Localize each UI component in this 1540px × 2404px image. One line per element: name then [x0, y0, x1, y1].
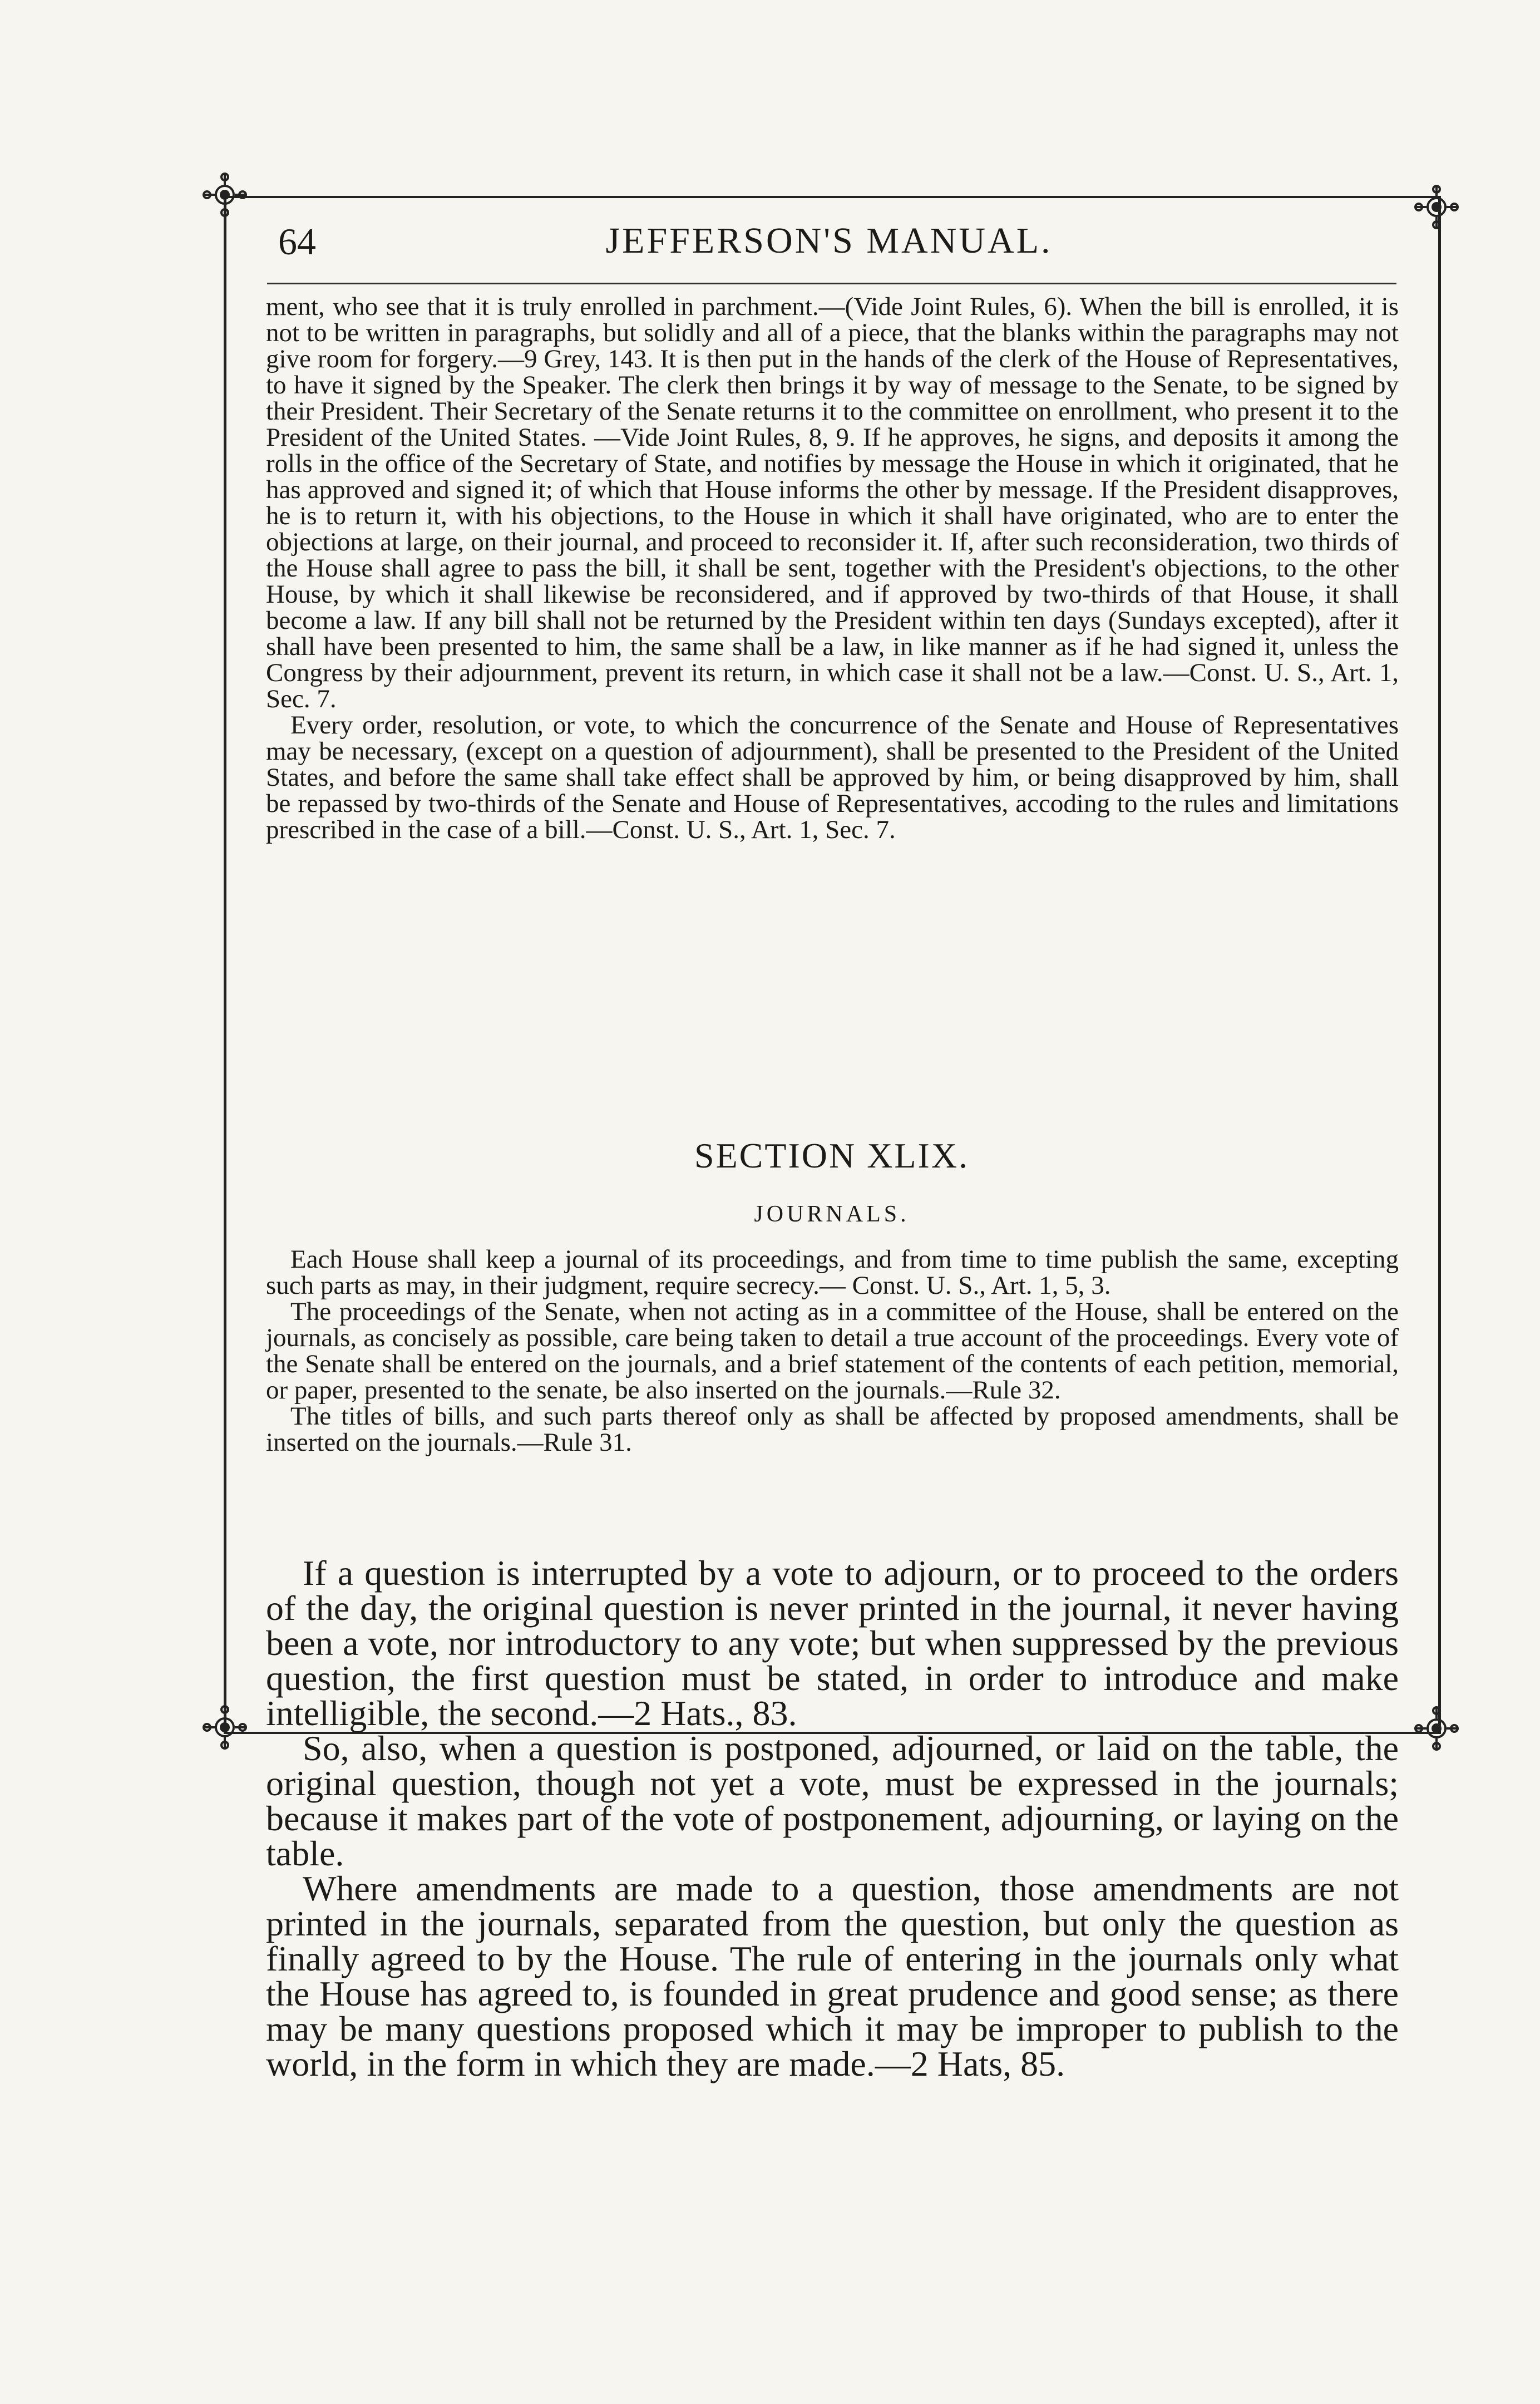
section-large-text — [266, 1555, 1399, 2081]
paragraph: The proceedings of the Senate, when not acting as in a committee of the House, shall be entered on the journals, as concisely as possible, care being taken to detail a true account of the proceedings. Every vote of the Senate shall be entered on the journals, and a brief statement of the contents of each petition, memorial, or paper, presented to the senate, be also inserted on the journals.—Rule 32. — [266, 1297, 1399, 1405]
section-subtitle: JOURNALS. — [754, 1201, 910, 1227]
running-title: JEFFERSON'S MANUAL. — [605, 220, 1053, 261]
paragraph: Every order, resolution, or vote, to which the concurrence of the Senate and House of Representatives may be necessary, (except on a question of adjournment), shall be presented to the President of the United States, and before the same shall take effect shall be approved by him, or being disapproved by him, shall be repassed by two-thirds of the Senate and House of Representatives, accoding to the rules and limitations prescribed in the case of a bill.—Const. U. S., Art. 1, Sec. 7. — [266, 711, 1399, 844]
header-rule — [267, 283, 1396, 284]
paragraph: Where amendments are made to a question, those amendments are not printed in the journals, separated from the question, but only the question as finally agreed to by the House. The rule of entering in the journals only what the House has agreed to, is founded in great prudence and good sense; as there may be many questions proposed which it may be improper to publish to the world, in the form in which they are made.—2 Hats, 85. — [266, 1869, 1399, 2083]
corner-ornament-icon — [201, 171, 248, 218]
corner-ornament-icon — [1413, 1705, 1460, 1752]
section-title: SECTION XLIX. — [694, 1136, 970, 1175]
corner-ornament-icon — [1413, 184, 1460, 230]
section-small-text — [266, 1247, 1399, 1456]
paragraph: So, also, when a question is postponed, adjourned, or laid on the table, the original question, though not yet a vote, must be expressed in the journals; because it makes part of the vote of postponement, adjourning, or laying on the table. — [266, 1728, 1399, 1873]
paragraph: If a question is interrupted by a vote to adjourn, or to proceed to the orders of the day, the original question is never printed in the journal, it never having been a vote, nor introductory to any vote; but when suppressed by the previous question, the first question must be stated, in order to introduce and make intelligible, the second.—2 Hats., 83. — [266, 1553, 1399, 1733]
paragraph: ment, who see that it is truly enrolled in parchment.—(Vide Joint Rules, 6). When the bill is enrolled, it is not to be written in paragraphs, but solidly and all of a piece, that the blanks within the paragraphs may not give room for forgery.—9 Grey, 143. It is then put in the hands of the clerk of the House of Representatives, to have it signed by the Speaker. The clerk then brings it by way of message to the Senate, to be signed by their President. Their Secretary of the Senate returns it to the committee on enrollment, who present it to the President of the United States. —Vide Joint Rules, 8, 9. If he approves, he signs, and deposits it among the rolls in the office of the Secretary of State, and notifies by message the House in which it originated, that he has approved and signed it; of which that House informs the other by message. If the President disapproves, he is to return it, with his objections, to the House in which it shall have originated, who are to enter the objections at large, on their journal, and proceed to reconsider it. If, after such reconsideration, two thirds of the House shall agree to pass the bill, it shall be sent, together with the President's objections, to the other House, by which it shall likewise be reconsidered, and if approved by two-thirds of that House, it shall become a law. If any bill shall not be returned by the President within ten days (Sundays excepted), after it shall have been presented to him, the same shall be a law, in like manner as if he had signed it, unless the Congress by their adjournment, prevent its return, in which case it shall not be a law.—Const. U. S., Art. 1, Sec. 7. — [266, 292, 1399, 713]
body-top-text — [266, 294, 1399, 843]
running-header — [267, 214, 1391, 281]
corner-ornament-icon — [201, 1704, 248, 1751]
page-number: 64 — [278, 220, 316, 263]
paragraph: Each House shall keep a journal of its proceedings, and from time to time publish the same, excepting such parts as may, in their judgment, require secrecy.— Const. U. S., Art. 1, 5, 3. — [266, 1245, 1399, 1300]
paragraph: The titles of bills, and such parts thereof only as shall be affected by proposed amendments, shall be inserted on the journals.—Rule 31. — [266, 1402, 1399, 1457]
